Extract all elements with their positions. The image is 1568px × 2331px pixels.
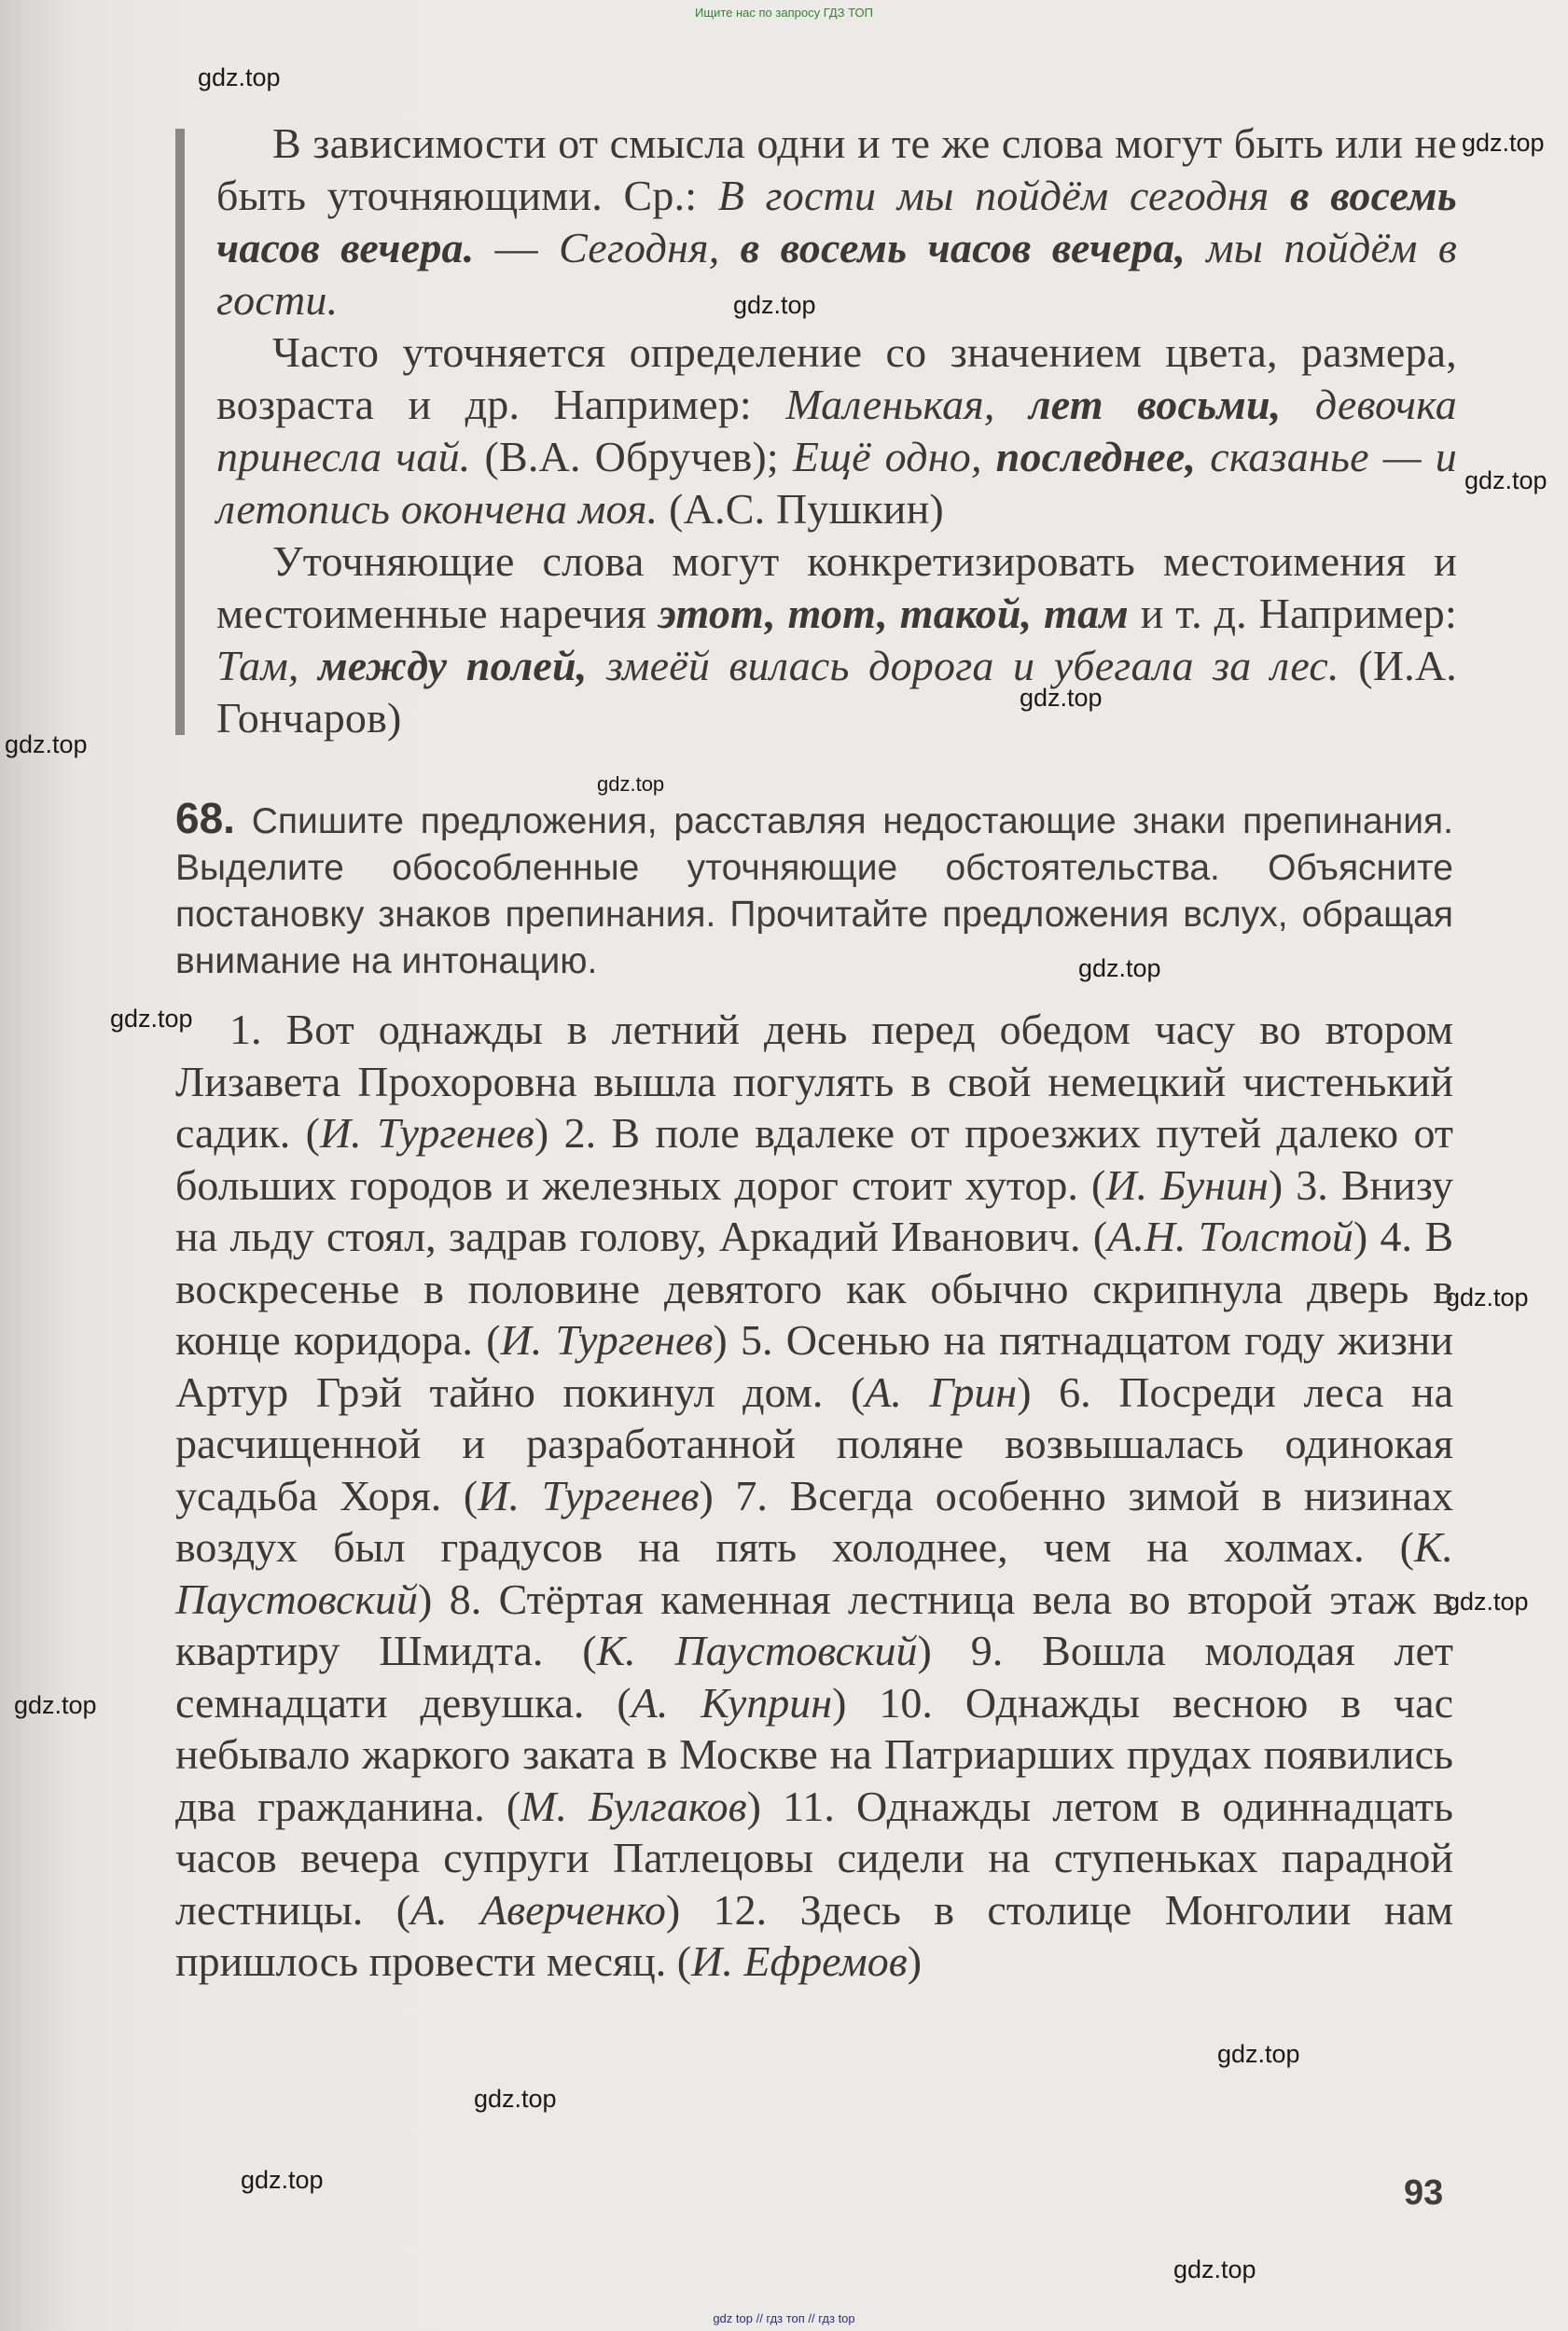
watermark: gdz.top	[241, 2166, 324, 2194]
watermark: gdz.top	[1446, 1283, 1529, 1311]
theory-paragraph: Уточняющие слова могут конкретизировать местоимения и местоименные наречия этот, тот, такой, там и т. д. Например: Там, между полей, змеёй вилась дорога и убегала за лес. (И.А. Гончаров)	[216, 537, 1457, 742]
sentence-text: 4. В воскресенье в половине девятого как обычно скрипнула дверь в конце коридора.	[175, 1213, 1454, 1364]
sentence-author: А. Куприн	[631, 1678, 833, 1727]
watermark: gdz.top	[110, 1005, 193, 1033]
sentence-text: 3. Внизу на льду стоял, задрав голову, Аркадий Иванович.	[175, 1160, 1453, 1260]
sentence-author: М. Булгаков	[520, 1782, 747, 1830]
sentence-text: 9. Вошла молодая лет семнадцати девушка.	[175, 1627, 1453, 1727]
top-banner: Ищите нас по запросу ГДЗ ТОП	[695, 6, 873, 20]
sentence-author: А. Аверченко	[410, 1885, 666, 1934]
sentence-author: И. Тургенев	[500, 1316, 714, 1364]
watermark: gdz.top	[1464, 466, 1547, 494]
page-number: 93	[1404, 2173, 1444, 2213]
sentence-author: И. Тургенев	[319, 1109, 534, 1157]
watermark: gdz.top	[597, 772, 665, 796]
sentence-text: 7. Всегда особенно зимой в низинах воздух был градусов на пять холоднее, чем на холмах.	[175, 1471, 1453, 1571]
sentence-author: И. Бунин	[1105, 1160, 1269, 1209]
watermark: gdz.top	[1020, 684, 1103, 712]
exercise-number: 68.	[175, 794, 235, 842]
sentence-text: 6. Посреди леса на расчищенной и разработанной поляне возвышалась одинокая усадьба Хоря.	[175, 1367, 1454, 1519]
watermark: gdz.top	[1173, 2255, 1256, 2283]
watermark: gdz.top	[14, 1691, 97, 1719]
watermark: gdz.top	[5, 730, 88, 758]
sentence-author: А.Н. Толстой	[1107, 1213, 1353, 1260]
watermark: gdz.top	[1446, 1588, 1529, 1616]
exercise-sentences: 1. Вот однажды в летний день перед обедом часу во втором Лизавета Прохоровна вышла погулять в свой немецкий чистенький садик. (И. Тургенев) 2. В поле вдалеке от проезжих путей далеко от больших городов и железных дорог стоит хутор. (И. Бунин) 3. Внизу на льду стоял, задрав голову, Аркадий Иванович. (А.Н. Толстой) 4. В воскресенье в половине девятого как обычно скрипнула дверь в конце коридора. (И. Тургенев) 5. Осенью на пятнадцатом году жизни Артур Грэй тайно покинул дом. (А. Грин) 6. Посреди леса на расчищенной и разработанной поляне возвышалась одинокая усадьба Хоря. (И. Тургенев) 7. Всегда особенно зимой в низинах воздух был градусов на пять холоднее, чем на холмах. (К. Паустовский) 8. Стёртая каменная лестница вела во второй этаж в квартиру Шмидта. (К. Паустовский) 9. Вошла молодая лет семнадцати девушка. (А. Куприн) 10. Однажды весною в час небывало жаркого заката в Москве на Патриарших прудах появились два гражданина. (М. Булгаков) 11. Однажды летом в одиннадцать часов вечера супруги Патлецовы сидели на ступеньках парадной лестницы. (А. Аверченко) 12. Здесь в столице Монголии нам пришлось провести месяц. (И. Ефремов)	[175, 1006, 1454, 1985]
sentence-author: И. Ефремов	[691, 1937, 908, 1985]
watermark: gdz.top	[1217, 2040, 1300, 2068]
watermark: gdz.top	[474, 2085, 557, 2113]
theory-paragraph: В зависимости от смысла одни и те же слова могут быть или не быть уточняющими. Ср.: В гости мы пойдём сегодня в восемь часов вечера. — Сегодня, в восемь часов вечера, мы пойдём в гости.	[216, 119, 1457, 324]
sentence-text: 11. Однажды летом в одиннадцать часов вечера супруги Патлецовы сидели на ступеньках парадной лестницы.	[175, 1782, 1453, 1934]
sentence-text: 8. Стёртая каменная лестница вела во второй этаж в квартиру Шмидта.	[175, 1575, 1453, 1674]
theory-block	[216, 118, 1457, 744]
theory-margin-bar	[175, 129, 185, 735]
sentence-author: К. Паустовский	[596, 1627, 918, 1674]
sentence-text: 10. Однажды весною в час небывало жаркого заката в Москве на Патриарших прудах появились два гражданина.	[175, 1678, 1454, 1830]
theory-paragraph: Часто уточняется определение со значением цвета, размера, возраста и др. Например: Маленькая, лет восьми, девочка принесла чай. (В.А. Обручев); Ещё одно, последнее, сказанье — и летопись окончена моя. (А.С. Пушкин)	[216, 328, 1457, 533]
watermark: gdz.top	[1462, 129, 1545, 157]
watermark: gdz.top	[198, 63, 281, 91]
exercise-task	[175, 795, 1453, 985]
watermark: gdz.top	[1078, 954, 1161, 982]
sentence-author: И. Тургенев	[478, 1471, 700, 1519]
sentence-text: 1. Вот однажды в летний день перед обедом часу во втором Лизавета Прохоровна вышла погулять в свой немецкий чистенький садик.	[175, 1006, 1453, 1157]
exercise-task-text: Спишите предложения, расставляя недостающие знаки препинания. Выделите обособленные уточняющие обстоятельства. Объясните постановку знаков препинания. Прочитайте предложения вслух, обращая внимание на интонацию.	[175, 801, 1453, 981]
watermark: gdz.top	[733, 291, 816, 319]
sentence-text: 5. Осенью на пятнадцатом году жизни Артур Грэй тайно покинул дом.	[175, 1316, 1454, 1416]
bottom-banner: gdz top // гдз топ // гдз top	[713, 2311, 855, 2325]
sentence-text: 2. В поле вдалеке от проезжих путей далеко от больших городов и железных дорог стоит хутор.	[175, 1109, 1453, 1209]
sentence-author: К. Паустовский	[175, 1523, 1453, 1623]
sentence-author: А. Грин	[865, 1367, 1018, 1416]
sentence-text: 12. Здесь в столице Монголии нам пришлось провести месяц.	[175, 1885, 1453, 1985]
